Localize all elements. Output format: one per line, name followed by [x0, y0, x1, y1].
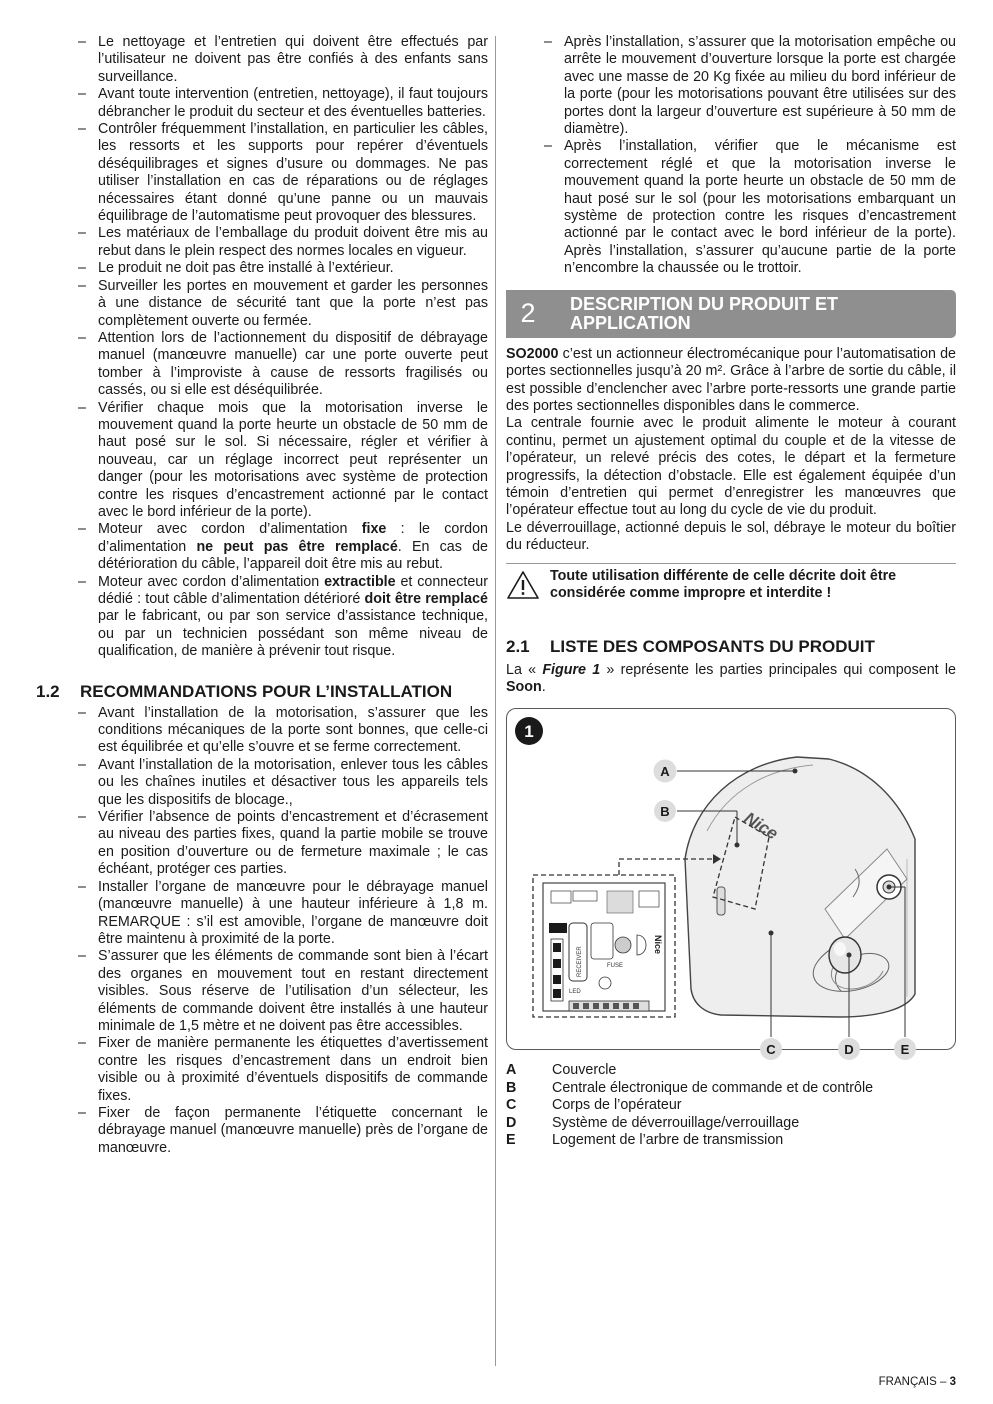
list-item: – Les matériaux de l’emballage du produit doivent être mis au rebut dans le plein respect des normes locales en vigueur.	[98, 225, 488, 260]
product-description: SO2000 c’est un actionneur électromécanique pour l’automatisation de portes sectionnelles jusqu’à 20 m². Grâce à l’arbre de sortie du câble, il est possible d’enclencher avec l’arbre porte-ressorts une grande partie des portes sectionnelles disponibles dans le commerce.	[506, 345, 956, 414]
svg-text:D: D	[844, 1042, 854, 1058]
section-2-header	[506, 290, 956, 338]
list-item: – Attention lors de l’actionnement du dispositif de débrayage manuel (manœuvre manuelle) car une porte ouverte peut tomber à l’improviste à cause de ressorts fragilisés ou cassés, ou si elle est déséquilibrée.	[98, 330, 488, 400]
list-item: – Avant l’installation de la motorisation, s’assurer que les conditions mécaniques de la porte sont bonnes, que celle-ci est équilibrée et qu’elle s’ouvre et se ferme correctement.	[98, 705, 488, 757]
callout-d	[838, 1038, 860, 1060]
control-board	[543, 883, 665, 1011]
svg-text:RECEIVER: RECEIVER	[577, 946, 583, 978]
legend-row: A Couvercle	[506, 1062, 617, 1079]
list-item: – Après l’installation, s’assurer que la motorisation empêche ou arrête le mouvement d’ouverture lorsque la porte est chargée avec une masse de 20 Kg fixée au milieu du bord inférieur de la porte (pour les motorisations pouvant être utilisées sur des portes dont la largeur d’ouverture est supérieure à 50 mm de diamètre).	[564, 34, 956, 138]
safety-list	[36, 34, 488, 661]
svg-text:E: E	[900, 1042, 910, 1058]
list-item: – Vérifier l’absence de points d’encastrement et d’écrasement au niveau des parties fixes, quand la partie mobile se trouve en position d’ouverture ou de fermeture maximale ; le cas échéant, protéger ces parties.	[98, 809, 488, 879]
figure-number: 1	[524, 722, 534, 742]
list-item: – Le nettoyage et l’entretien qui doivent être effectués par l’utilisateur ne doivent pas être confiés à des enfants sans surveillance.	[98, 34, 488, 86]
callout-b	[654, 800, 676, 822]
legend-row: E Logement de l’arbre de transmission	[506, 1131, 784, 1148]
release-description: Le déverrouillage, actionné depuis le sol, débraye le moteur du boîtier du réducteur.	[506, 519, 956, 554]
figure-legend	[506, 1062, 956, 1149]
warning-note: Toute utilisation différente de celle décrite doit être considérée comme impropre et interdite !	[506, 563, 956, 612]
control-unit-description: La centrale fournie avec le produit alimente le moteur à courant continu, permet un ajustement optimal du couple et de la vitesse de l’opérateur, un relevé précis des cotes, le départ et la fermeture progressifs, la détection d’obstacle. Elle est également équipée d’un témoin d’entretien qui permet d’enregistrer les manœuvres que l’opérateur effectue tout au long du cycle de vie du produit.	[506, 415, 956, 519]
list-item: – Contrôler fréquemment l’installation, en particulier les câbles, les ressorts et les supports pour repérer d’éventuels déséquilibrages et signes d’usure ou dommages. Ne pas utiliser l’installation en cas de réparations ou de réglages nécessaires étant donné qu’une panne ou un mauvais équilibrage de l’automatisme peut provoquer des blessures.	[98, 121, 488, 225]
svg-text:Nice: Nice	[740, 808, 782, 844]
legend-row: B Centrale électronique de commande et de contrôle	[506, 1079, 874, 1096]
installation-list	[36, 705, 488, 1158]
list-item-removable-cord: – Moteur avec cordon d’alimentation extractible et connecteur dédié : tout câble d’alimentation détérioré doit être remplacé par le fabricant, ou par son service d’assistance technique, ou par un technicien possédant son même niveau de qualification, de manière à prévenir tout risque.	[98, 574, 488, 661]
legend-row: D Système de déverrouillage/verrouillage	[506, 1114, 800, 1131]
list-item: – Le produit ne doit pas être installé à l’extérieur.	[98, 260, 488, 277]
post-install-list	[506, 34, 956, 278]
svg-text:A: A	[660, 764, 670, 780]
section-title: DESCRIPTION DU PRODUIT ET APPLICATION	[570, 293, 839, 333]
list-item: – Fixer de manière permanente les étiquettes d’avertissement contre les risques d’encastrement dans un endroit bien visible ou à proximité d’éventuels dispositifs de commande fixes.	[98, 1035, 488, 1105]
section-2-1-heading: 2.1 LISTE DES COMPOSANTS DU PRODUIT	[506, 636, 875, 656]
figure-1	[506, 708, 956, 1058]
list-item: – Surveiller les portes en mouvement et garder les personnes à une distance de sécurité tant que la porte n’est pas complètement ouverte ou fermée.	[98, 278, 488, 330]
svg-text:FUSE: FUSE	[607, 963, 624, 970]
callout-a	[654, 760, 676, 782]
list-item: – Avant l’installation de la motorisation, enlever tous les câbles ou les chaînes inutiles et désactiver tous les appareils tels que les dispositifs de blocage.,	[98, 757, 488, 809]
list-item-fixed-cord: – Moteur avec cordon d’alimentation fixe : le cordon d’alimentation ne peut pas être remplacé. En cas de détérioration du câble, l’appareil doit être mis au rebut.	[98, 521, 488, 573]
operator-housing	[685, 757, 915, 1017]
operator-diagram	[507, 709, 955, 1058]
svg-text:LED: LED	[569, 989, 581, 996]
svg-text:Nice: Nice	[653, 935, 663, 955]
list-item: – S’assurer que les éléments de commande sont bien à l’écart des organes en mouvement tout en restant directement visibles. Sous réserve de l’utilisation d’un sélecteur, les éléments de commande doivent être installés à une hauteur minimale de 1,5 mètre et ne doivent pas être accessibles.	[98, 948, 488, 1035]
list-item: – Après l’installation, vérifier que le mécanisme est correctement réglé et que la motorisation inverse le mouvement quand la porte heurte un obstacle de 50 mm de haut posé sur le sol (pour les motorisations embarquant un système de protection contre les risques d’encastrement actionné par le contact avec le bord inférieur de la porte). Après l’installation, s’assurer qu’aucune partie de la porte n’encombre la chaussée ou le trottoir.	[564, 138, 956, 277]
column-divider	[495, 36, 496, 1366]
callout-e	[894, 1038, 916, 1060]
list-item: – Vérifier chaque mois que la motorisation inverse le mouvement quand la porte heurte un obstacle de 50 mm de haut posé sur le sol. Si nécessaire, régler et vérifier à nouveau, car un réglage incorrect peut représenter un danger (pour les motorisations avec système de protection contre les risques d’encastrement actionné par le contact avec le bord inférieur de la porte).	[98, 400, 488, 522]
warning-triangle-icon	[506, 570, 540, 600]
left-column	[36, 34, 488, 1157]
svg-text:C: C	[766, 1042, 776, 1058]
list-item: – Installer l’organe de manœuvre pour le débrayage manuel (manœuvre manuelle) à une hauteur inférieure à 1,8 m. REMARQUE : s’il est amovible, l’organe de manœuvre doit être maintenu à proximité de la porte.	[98, 879, 488, 949]
legend-row: C Corps de l’opérateur	[506, 1097, 682, 1114]
section-1-2-heading: 1.2 RECOMMANDATIONS POUR L’INSTALLATION	[36, 681, 453, 701]
page-footer: FRANÇAIS – 3	[878, 1376, 956, 1388]
list-item: – Avant toute intervention (entretien, nettoyage), il faut toujours débrancher le produit du secteur et des éventuelles batteries.	[98, 86, 488, 121]
list-item: – Fixer de façon permanente l’étiquette concernant le débrayage manuel (manœuvre manuelle) près de l’organe de manœuvre.	[98, 1105, 488, 1157]
callout-c	[760, 1038, 782, 1060]
figure-intro: La « Figure 1 » représente les parties principales qui composent le Soon.	[506, 661, 956, 695]
svg-text:B: B	[660, 804, 670, 820]
section-number: 2	[520, 297, 536, 328]
right-column	[506, 34, 956, 1149]
